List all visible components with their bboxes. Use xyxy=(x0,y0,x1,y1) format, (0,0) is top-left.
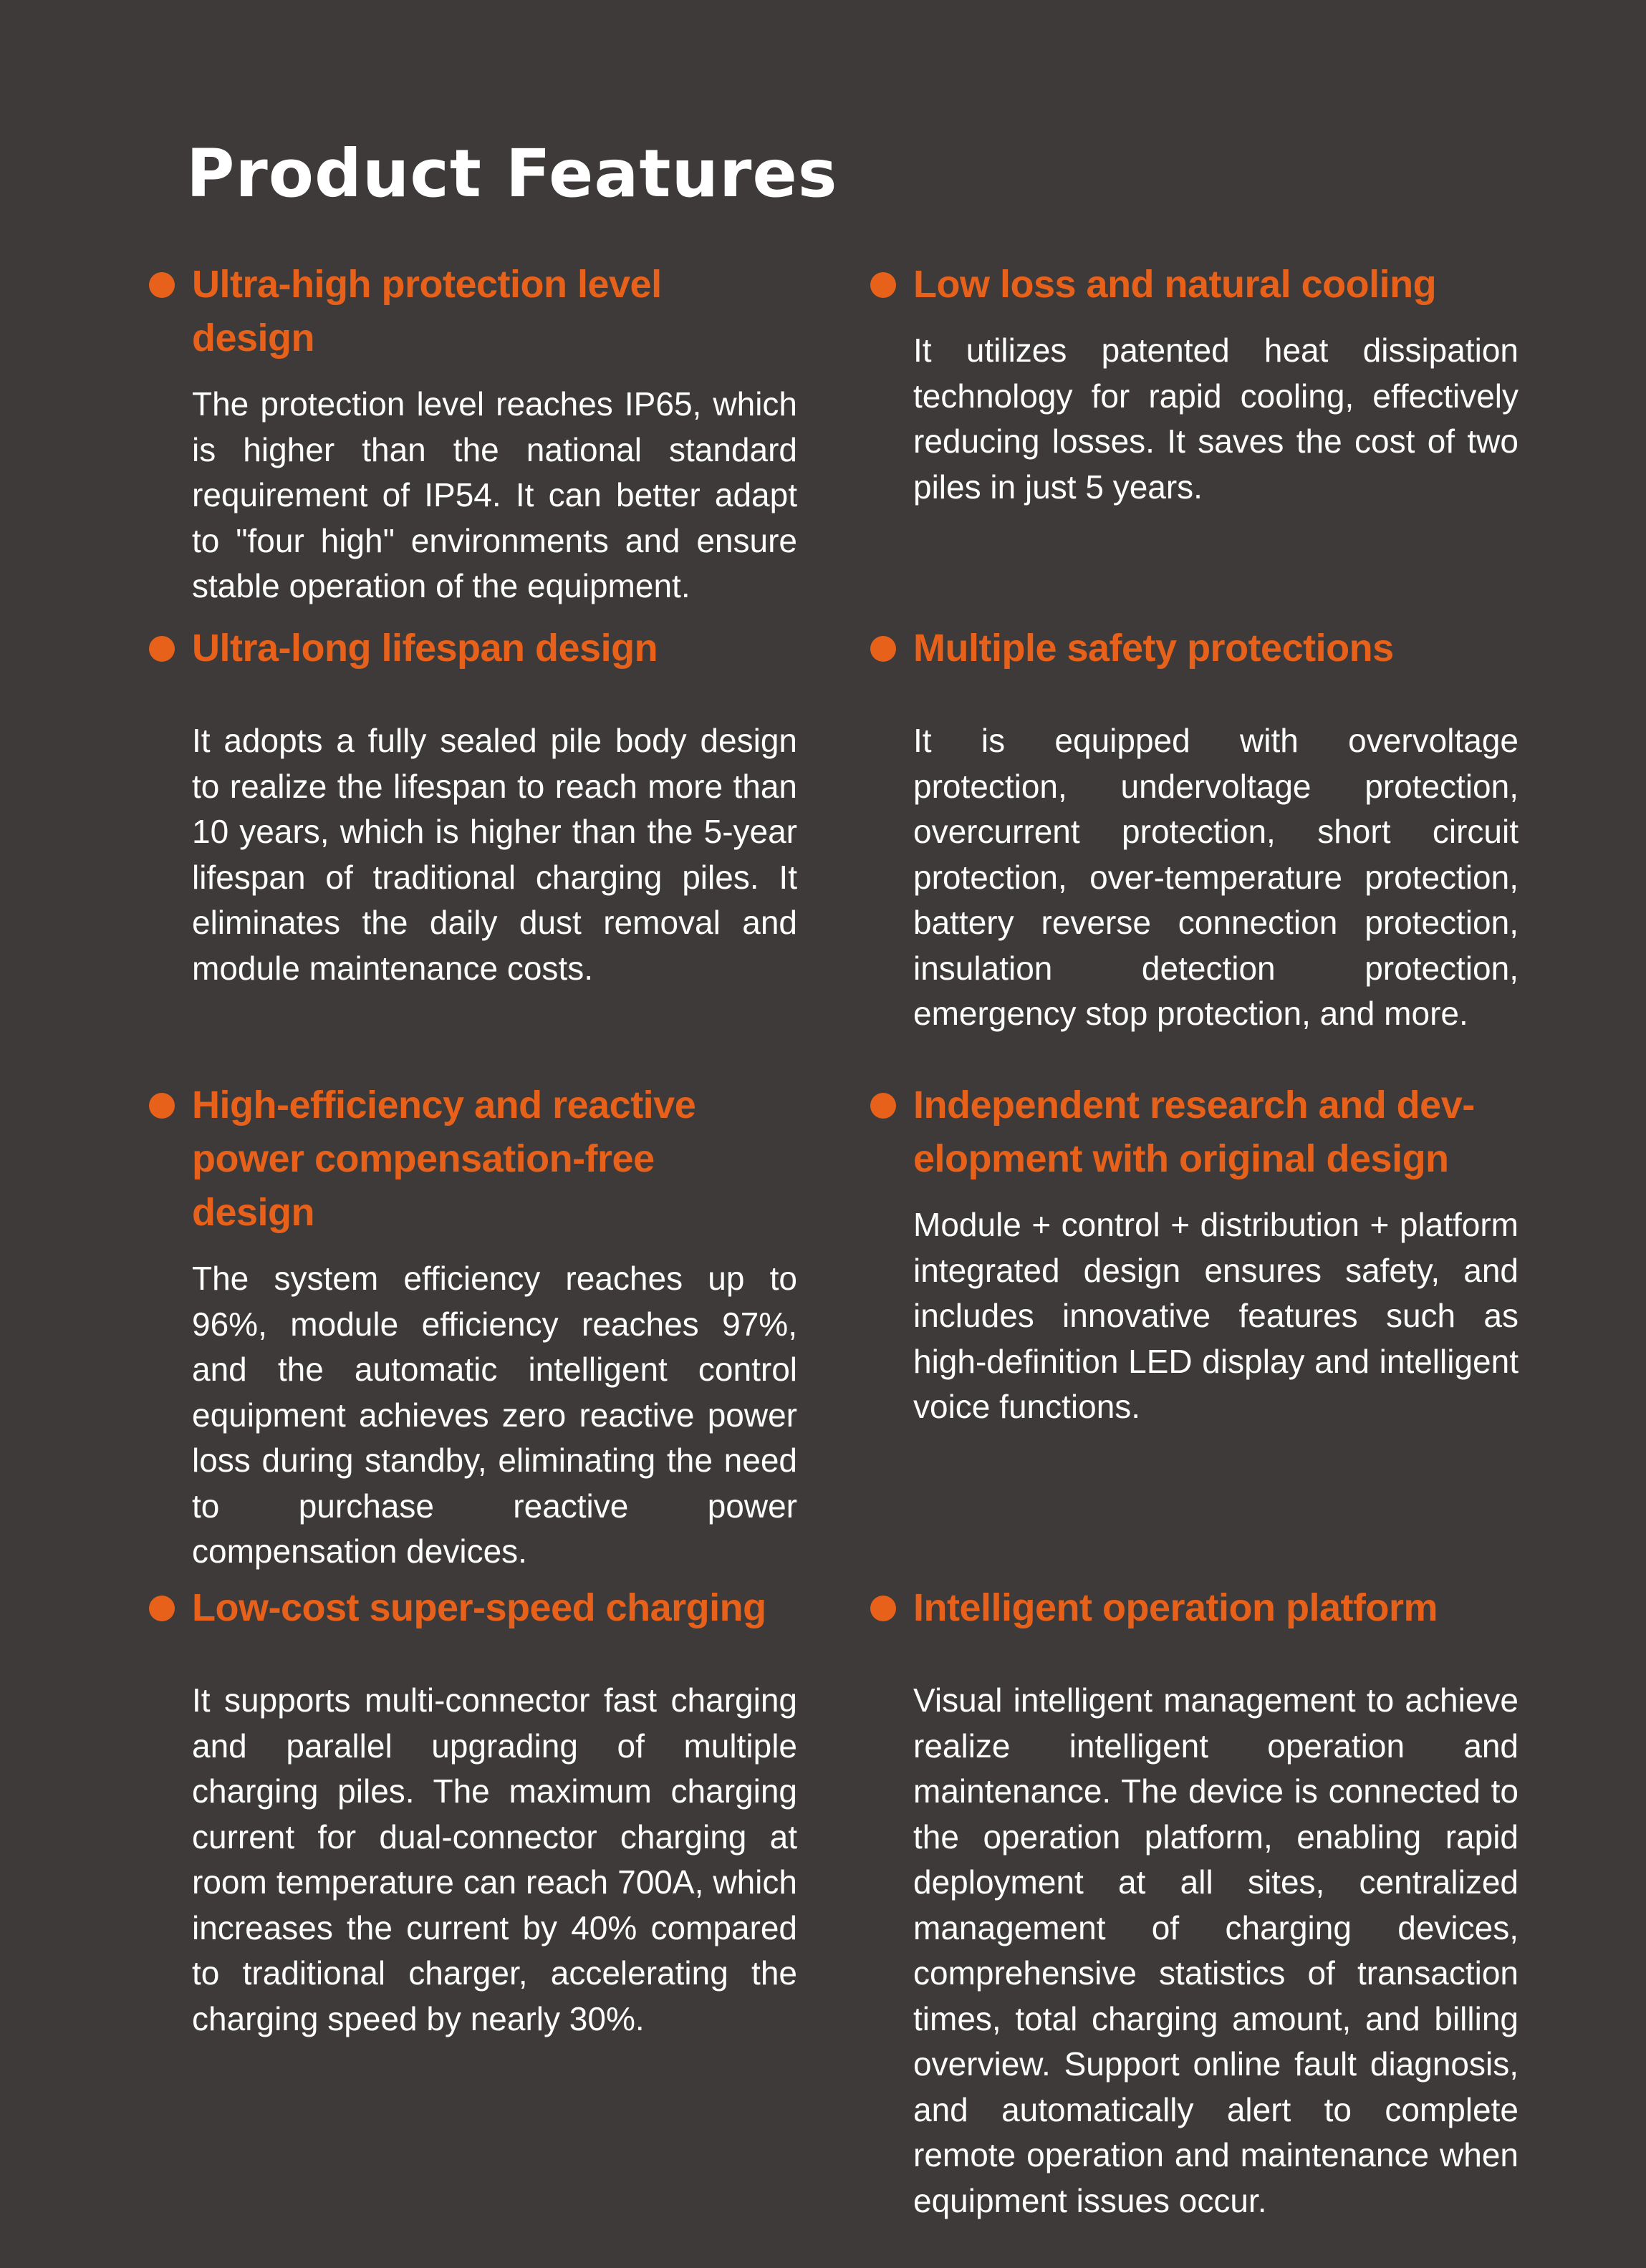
feature-title: Independent research and dev-elopment with original design xyxy=(913,1084,1475,1180)
bullet-icon xyxy=(149,272,175,298)
feature-heading xyxy=(149,1581,779,1635)
feature-description: The system efficiency reaches up to 96%, module efficiency reaches 97%, and the automatic intelligent control equipment achieves zero reactive power loss during standby, eliminating the need to purchase reactive power compensation devices. xyxy=(192,1260,797,1570)
page-title: Product Features xyxy=(186,135,838,212)
feature-description: It adopts a fully sealed pile body design to realize the lifespan to reach more than 10 years, which is higher than the 5-year lifespan of traditional charging piles. It eliminates the daily dust removal and module maintenance costs. xyxy=(192,722,797,987)
bullet-icon xyxy=(149,636,175,662)
bullet-icon xyxy=(870,1596,896,1621)
feature-operation-platform xyxy=(870,1581,1519,2224)
feature-title: Low loss and natural cooling xyxy=(913,263,1437,306)
feature-high-efficiency xyxy=(149,1078,797,1575)
feature-title: Low-cost super-speed charging xyxy=(192,1586,766,1629)
feature-heading xyxy=(149,622,779,675)
feature-title: Intelligent operation platform xyxy=(913,1586,1438,1629)
feature-heading xyxy=(870,1581,1501,1635)
feature-description: It is equipped with overvoltage protection, undervoltage protection, overcurrent protection, short circuit protection, over-temperature protection, battery reverse connection protection, insulation detection protection, emergency stop protection, and more. xyxy=(913,722,1519,1032)
feature-description: Module + control + distribution + platform integrated design ensures safety, and includes innovative features such as high-definition LED display and intelligent voice functions. xyxy=(913,1206,1519,1425)
feature-heading xyxy=(870,622,1501,675)
feature-heading xyxy=(149,1078,779,1240)
feature-super-speed-charging xyxy=(149,1581,797,2042)
feature-title: Ultra-long lifespan design xyxy=(192,627,658,670)
feature-protection-level xyxy=(149,258,797,609)
feature-safety-protections xyxy=(870,622,1519,1037)
feature-description: Visual intelligent management to achieve realize intelligent operation and maintenance. The device is connected to the operation platform, enabling rapid deployment at all sites, centralized management of charging devices, comprehensive statistics of transaction times, total charging amount, and billing overview. Support online fault diagnosis, and automatically alert to complete remote operation and maintenance when equipment issues occur. xyxy=(913,1681,1519,2219)
feature-description: The protection level reaches IP65, which is higher than the national standard requirement of IP54. It can better adapt to "four high" environments and ensure stable operation of the equipment. xyxy=(192,385,797,604)
bullet-icon xyxy=(149,1093,175,1119)
feature-description: It supports multi-connector fast charging and parallel upgrading of multiple charging piles. The maximum charging current for dual-connector charging at room temperature can reach 700A, which increases the current by 40% compared to traditional charger, accelerating the charging speed by nearly 30%. xyxy=(192,1681,797,2037)
bullet-icon xyxy=(870,1093,896,1119)
bullet-icon xyxy=(870,272,896,298)
feature-heading xyxy=(870,1078,1501,1186)
feature-independent-rnd xyxy=(870,1078,1519,1430)
feature-heading xyxy=(870,258,1501,312)
feature-low-loss-cooling xyxy=(870,258,1519,510)
feature-heading xyxy=(149,258,779,365)
feature-lifespan xyxy=(149,622,797,991)
feature-title: Ultra-high protection level design xyxy=(192,263,662,359)
feature-description: It utilizes patented heat dissipation technology for rapid cooling, effectively reducing losses. It saves the cost of two piles in just 5 years. xyxy=(913,332,1519,506)
feature-title: High-efficiency and reactive power compensation-free design xyxy=(192,1084,696,1234)
feature-title: Multiple safety protections xyxy=(913,627,1394,670)
bullet-icon xyxy=(149,1596,175,1621)
bullet-icon xyxy=(870,636,896,662)
